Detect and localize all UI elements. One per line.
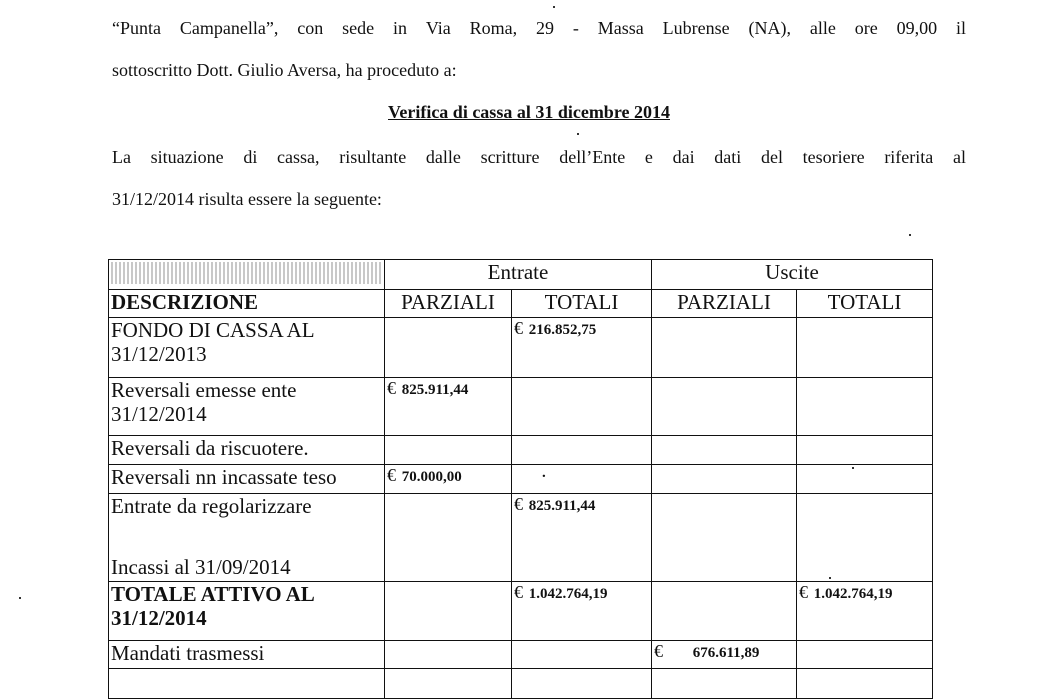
row-label-mandati: Mandati trasmessi bbox=[109, 641, 385, 669]
table-row bbox=[109, 494, 933, 582]
row-label-reversali-riscuotere: Reversali da riscuotere. bbox=[109, 436, 385, 465]
amount-reversali-nn-parziali: € 70.000,00 bbox=[385, 465, 512, 494]
table-row bbox=[109, 378, 933, 436]
scan-speck bbox=[19, 597, 21, 599]
redaction-pattern bbox=[111, 262, 382, 284]
table-row bbox=[109, 318, 933, 378]
row-label-incassi: Incassi al 31/09/2014 bbox=[111, 554, 291, 579]
document-title: Verifica di cassa al 31 dicembre 2014 bbox=[388, 102, 670, 122]
table-row bbox=[109, 436, 933, 465]
amount-fondo-totali-entrate: € 216.852,75 bbox=[512, 318, 652, 378]
row-label-entrate-incassi bbox=[109, 494, 385, 582]
header-entrate: Entrate bbox=[385, 260, 652, 290]
col-parziali-uscite: PARZIALI bbox=[652, 290, 797, 318]
intro-line-1: “Punta Campanella”, con sede in Via Roma, 29 - Massa Lubrense (NA), alle ore 09,00 il bbox=[112, 18, 966, 38]
table-row bbox=[109, 582, 933, 641]
redacted-header-cell bbox=[109, 260, 385, 290]
paragraph-line-2: 31/12/2014 risulta essere la seguente: bbox=[112, 189, 382, 209]
row-label-fondo: FONDO DI CASSA AL 31/12/2013 bbox=[109, 318, 385, 378]
amount-reversali-emesse-parziali: € 825.911,44 bbox=[385, 378, 512, 436]
amount-totale-attivo-uscite: € 1.042.764,19 bbox=[797, 582, 933, 641]
table-row bbox=[109, 641, 933, 669]
intro-line-2: sottoscritto Dott. Giulio Aversa, ha proceduto a: bbox=[112, 60, 457, 80]
row-label-reversali-nn: Reversali nn incassate teso bbox=[109, 465, 385, 494]
header-uscite: Uscite bbox=[652, 260, 933, 290]
amount-totale-attivo-entrate: € 1.042.764,19 bbox=[512, 582, 652, 641]
table-row bbox=[109, 669, 933, 699]
row-label-reversali-emesse: Reversali emesse ente 31/12/2014 bbox=[109, 378, 385, 436]
mark-reversali-nn-totali: . bbox=[512, 465, 652, 494]
amount-mandati-parziali-uscite: € 676.611,89 bbox=[652, 641, 797, 669]
col-totali-entrate: TOTALI bbox=[512, 290, 652, 318]
col-totali-uscite: TOTALI bbox=[797, 290, 933, 318]
col-descrizione: DESCRIZIONE bbox=[109, 290, 385, 318]
scan-speck bbox=[909, 234, 911, 236]
table-row bbox=[109, 465, 933, 494]
amount-incassi-totali-entrate: € 825.911,44 bbox=[512, 494, 652, 582]
scan-speck bbox=[553, 6, 555, 8]
paragraph-line-1: La situazione di cassa, risultante dalle scritture dell’Ente e dai dati del tesoriere riferita al bbox=[112, 147, 966, 167]
row-label-entrate-regolarizzare: Entrate da regolarizzare bbox=[111, 494, 312, 518]
scan-speck bbox=[577, 133, 579, 135]
row-label-totale-attivo: TOTALE ATTIVO AL 31/12/2014 bbox=[109, 582, 385, 641]
cash-table bbox=[108, 259, 933, 699]
col-parziali-entrate: PARZIALI bbox=[385, 290, 512, 318]
